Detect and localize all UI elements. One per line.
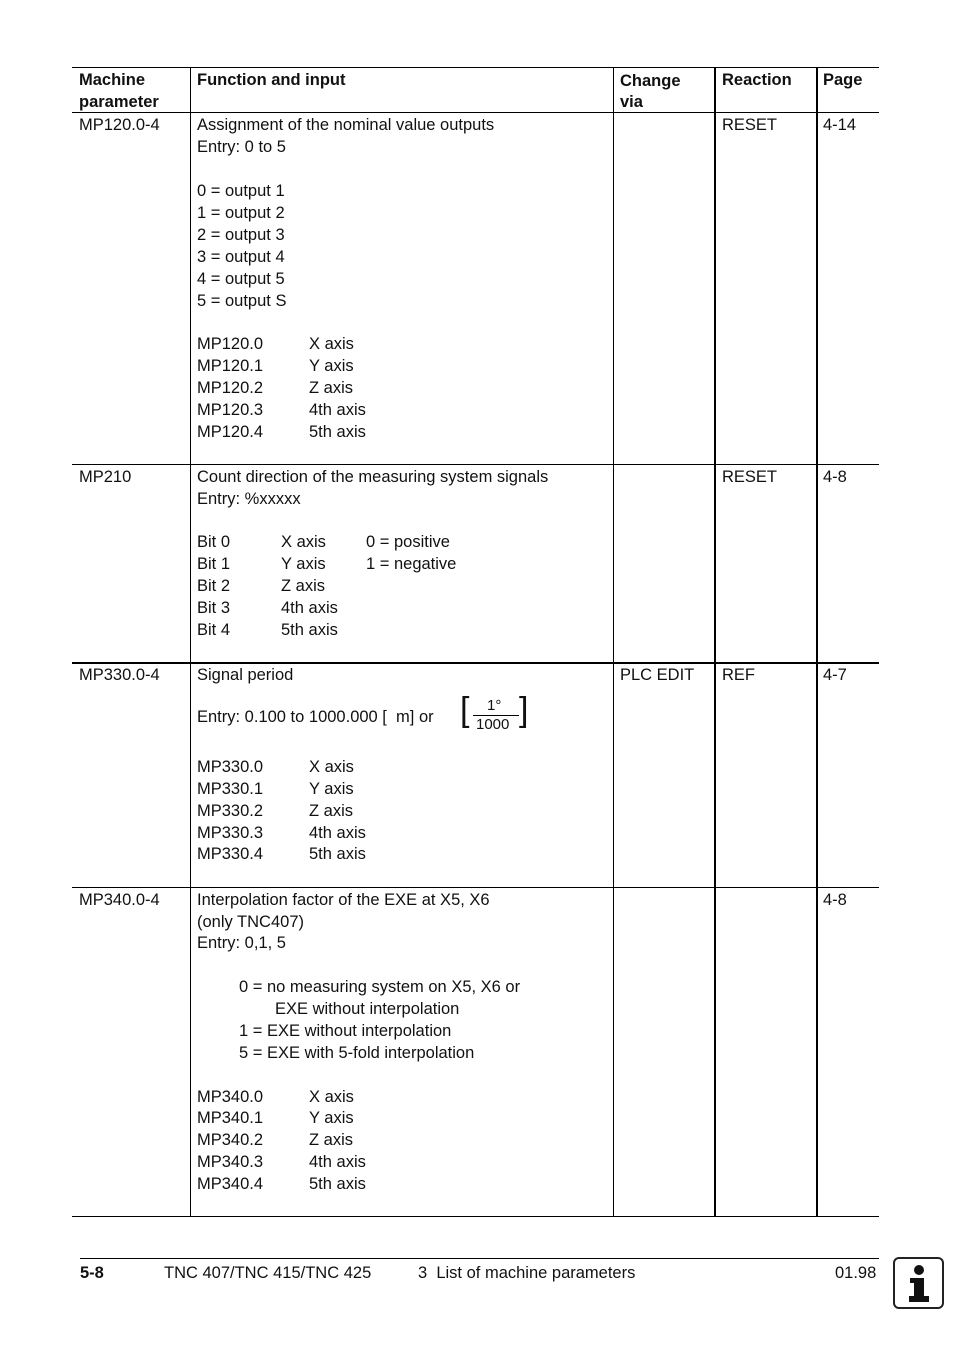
function-line: Interpolation factor of the EXE at X5, X6 xyxy=(197,891,490,909)
bit-axis: 5th axis xyxy=(281,621,338,639)
bit-label: Bit 1 xyxy=(197,555,231,573)
function-line: 2 = output 3 xyxy=(197,226,285,244)
header-change-via: Change xyxy=(620,72,681,90)
left-bracket: [ xyxy=(460,691,470,729)
header-function-and-input: Function and input xyxy=(197,71,346,89)
axis-name: 5th axis xyxy=(309,1175,366,1193)
function-line: 0 = output 1 xyxy=(197,182,285,200)
header-machine-parameter-2: parameter xyxy=(79,93,159,111)
axis-mp: MP120.0 xyxy=(197,335,264,353)
function-line: Signal period xyxy=(197,666,294,684)
function-line: 5 = EXE with 5-fold interpolation xyxy=(239,1044,475,1062)
table-bottom-rule xyxy=(72,1216,879,1217)
footer-product: TNC 407/TNC 415/TNC 425 xyxy=(164,1264,372,1282)
axis-mp: MP340.0 xyxy=(197,1088,264,1106)
axis-mp: MP330.4 xyxy=(197,845,264,863)
axis-name: 4th axis xyxy=(309,401,366,419)
axis-name: X axis xyxy=(309,758,354,776)
row-page: 4-8 xyxy=(823,891,847,909)
function-line: 1 = output 2 xyxy=(197,204,285,222)
column-divider xyxy=(816,67,818,1217)
bit-label: Bit 3 xyxy=(197,599,231,617)
column-divider xyxy=(190,67,191,1217)
fraction-denominator: 1000 xyxy=(476,716,510,733)
right-bracket: ] xyxy=(519,691,529,729)
axis-name: Y axis xyxy=(309,357,354,375)
axis-name: Z axis xyxy=(309,379,354,397)
column-divider xyxy=(714,67,716,1217)
function-line: Entry: 0,1, 5 xyxy=(197,934,286,952)
function-line: (only TNC407) xyxy=(197,913,304,931)
fraction-numerator: 1° xyxy=(487,697,502,714)
axis-mp: MP340.2 xyxy=(197,1131,264,1149)
axis-name: 4th axis xyxy=(309,824,366,842)
function-line: EXE without interpolation xyxy=(275,1000,460,1018)
function-line: 4 = output 5 xyxy=(197,270,285,288)
axis-mp: MP330.3 xyxy=(197,824,264,842)
axis-name: X axis xyxy=(309,1088,354,1106)
footer-rule xyxy=(80,1258,879,1259)
axis-mp: MP120.1 xyxy=(197,357,264,375)
axis-mp: MP120.4 xyxy=(197,423,264,441)
bit-axis: Y axis xyxy=(281,555,326,573)
row-page: 4-14 xyxy=(823,116,857,134)
axis-mp: MP120.2 xyxy=(197,379,264,397)
row-param: MP120.0-4 xyxy=(79,116,160,134)
header-reaction: Reaction xyxy=(722,71,792,89)
axis-mp: MP120.3 xyxy=(197,401,264,419)
header-change-via-2: via xyxy=(620,93,643,111)
header-page: Page xyxy=(823,71,863,89)
row-separator xyxy=(72,887,879,888)
row-change-via: PLC EDIT xyxy=(620,666,695,684)
row-separator xyxy=(72,464,879,465)
axis-mp: MP330.1 xyxy=(197,780,264,798)
function-line: 1 = EXE without interpolation xyxy=(239,1022,452,1040)
axis-name: X axis xyxy=(309,335,354,353)
row-param: MP210 xyxy=(79,468,132,486)
info-icon xyxy=(893,1257,944,1309)
axis-mp: MP330.0 xyxy=(197,758,264,776)
axis-name: 5th axis xyxy=(309,423,366,441)
bit-value: 1 = negative xyxy=(366,555,457,573)
function-line: 3 = output 4 xyxy=(197,248,285,266)
bit-label: Bit 0 xyxy=(197,533,231,551)
footer-page-number: 5-8 xyxy=(80,1264,104,1282)
axis-mp: MP340.4 xyxy=(197,1175,264,1193)
function-line: Entry: 0.100 to 1000.000 [ m] or xyxy=(197,708,434,726)
function-line: Assignment of the nominal value outputs xyxy=(197,116,495,134)
function-line: Entry: 0 to 5 xyxy=(197,138,286,156)
function-line: Count direction of the measuring system signals xyxy=(197,468,549,486)
bit-axis: X axis xyxy=(281,533,326,551)
axis-mp: MP330.2 xyxy=(197,802,264,820)
footer-chapter: 3 List of machine parameters xyxy=(418,1264,636,1282)
row-page: 4-8 xyxy=(823,468,847,486)
axis-mp: MP340.3 xyxy=(197,1153,264,1171)
function-line: 5 = output S xyxy=(197,292,287,310)
bit-value: 0 = positive xyxy=(366,533,450,551)
row-reaction: RESET xyxy=(722,116,778,134)
function-line: Entry: %xxxxx xyxy=(197,490,301,508)
header-machine-parameter: Machine xyxy=(79,71,146,89)
row-param: MP340.0-4 xyxy=(79,891,160,909)
function-line: 0 = no measuring system on X5, X6 or xyxy=(239,978,521,996)
row-reaction: REF xyxy=(722,666,755,684)
row-reaction: RESET xyxy=(722,468,778,486)
footer-date: 01.98 xyxy=(835,1264,877,1282)
bit-axis: Z axis xyxy=(281,577,326,595)
axis-mp: MP340.1 xyxy=(197,1109,264,1127)
row-page: 4-7 xyxy=(823,666,847,684)
axis-name: Y axis xyxy=(309,1109,354,1127)
axis-name: 5th axis xyxy=(309,845,366,863)
header-bottom-rule xyxy=(72,112,879,113)
row-separator xyxy=(72,662,879,664)
axis-name: Y axis xyxy=(309,780,354,798)
bit-label: Bit 2 xyxy=(197,577,231,595)
column-divider xyxy=(613,67,614,1217)
bit-label: Bit 4 xyxy=(197,621,231,639)
axis-name: 4th axis xyxy=(309,1153,366,1171)
row-param: MP330.0-4 xyxy=(79,666,160,684)
axis-name: Z axis xyxy=(309,1131,354,1149)
table-top-rule xyxy=(72,67,879,68)
bit-axis: 4th axis xyxy=(281,599,338,617)
axis-name: Z axis xyxy=(309,802,354,820)
